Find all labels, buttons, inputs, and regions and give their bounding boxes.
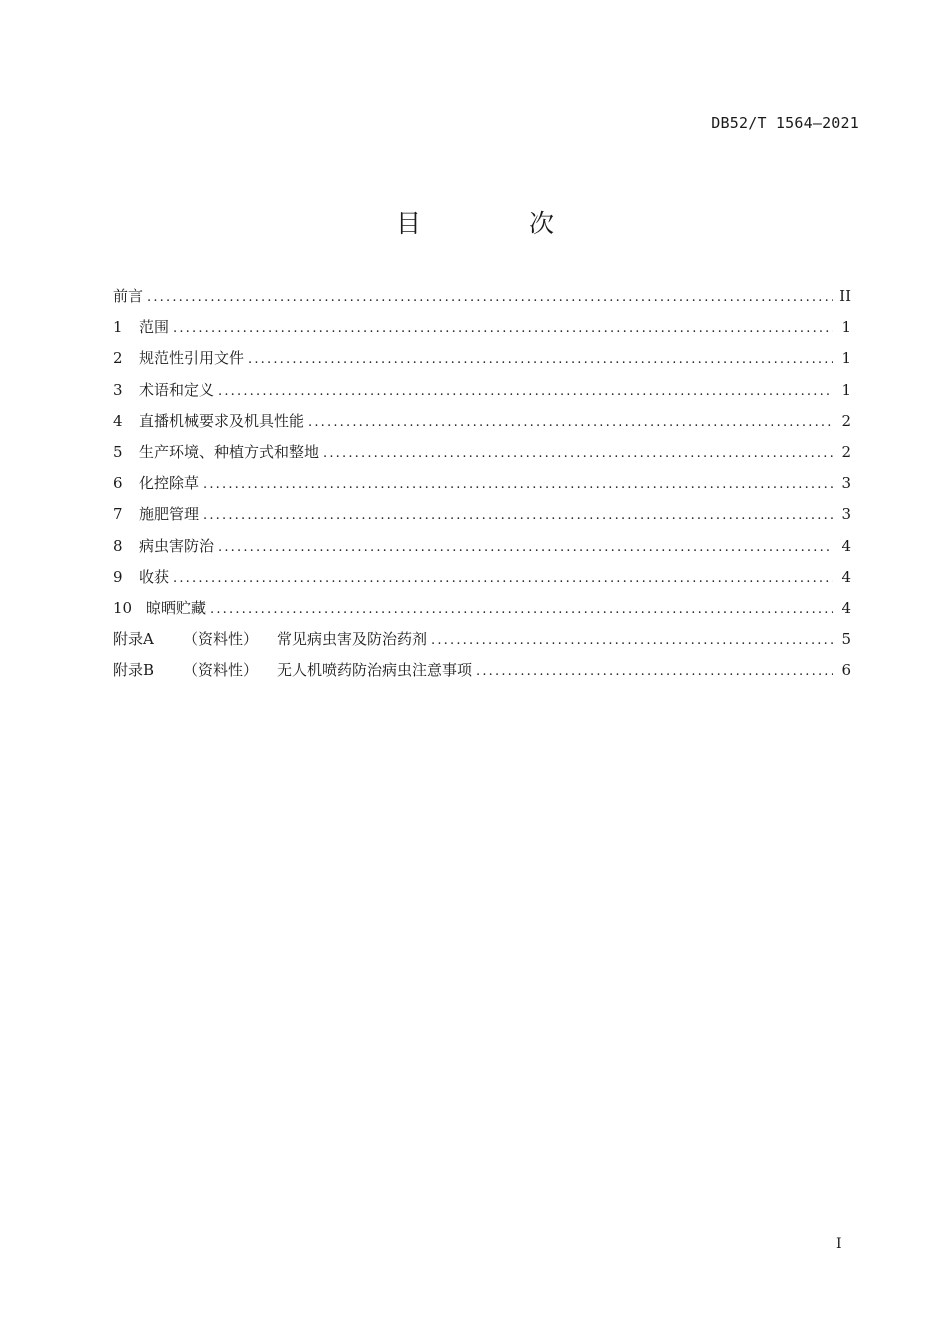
toc-leader-dots [147, 290, 833, 305]
toc-leader-dots [476, 664, 833, 679]
toc-entry-7[interactable] [113, 503, 851, 534]
toc-title: 目 次 [396, 209, 604, 238]
toc-leader-dots [248, 352, 833, 367]
toc-entry-label: 范围 [139, 318, 170, 337]
toc-appendix-nature: （资料性） [183, 661, 259, 680]
toc-entry-label: 直播机械要求及机具性能 [139, 411, 305, 430]
toc-entry-9[interactable] [113, 566, 851, 597]
toc-entry-label: 施肥管理 [139, 505, 200, 524]
toc-entry-number: 8 [113, 536, 123, 555]
document-code: DB52/T 1564—2021 [711, 114, 859, 132]
toc-entry-number: 1 [113, 318, 123, 337]
toc-entry-label: 收获 [139, 567, 170, 586]
toc-entry-appendix-a[interactable] [113, 628, 851, 659]
toc-entry-page: 2 [841, 442, 851, 461]
toc-leader-dots [218, 540, 833, 555]
toc-leader-dots [173, 571, 833, 586]
toc-entry-number: 4 [113, 411, 123, 430]
toc-leader-dots [218, 384, 833, 399]
toc-entry-page: 2 [841, 411, 851, 430]
toc-entry-10[interactable] [113, 597, 851, 628]
toc-entry-page: 3 [841, 474, 851, 493]
toc-leader-dots [323, 446, 833, 461]
toc-appendix-id: 附录A [113, 630, 154, 649]
toc-entry-label: 前言 [113, 287, 144, 305]
toc-entry-3[interactable] [113, 379, 851, 410]
table-of-contents [113, 285, 851, 690]
toc-leader-dots [210, 602, 833, 617]
toc-entry-number: 10 [113, 598, 133, 617]
toc-entry-6[interactable] [113, 472, 851, 503]
toc-entry-number: 9 [113, 567, 123, 586]
toc-entry-1[interactable] [113, 316, 851, 347]
toc-leader-dots [203, 508, 833, 523]
toc-entry-page: 4 [841, 567, 851, 586]
page-number: I [836, 1236, 842, 1252]
toc-entry-number: 3 [113, 380, 123, 399]
toc-entry-number: 6 [113, 474, 123, 493]
toc-leader-dots [173, 321, 833, 336]
toc-leader-dots [203, 477, 833, 492]
toc-entry-page: 1 [841, 380, 851, 399]
toc-entry-8[interactable] [113, 535, 851, 566]
toc-entry-2[interactable] [113, 347, 851, 378]
toc-entry-page: 1 [841, 349, 851, 368]
toc-entry-number: 2 [113, 349, 123, 368]
toc-entry-page: 3 [841, 505, 851, 524]
toc-entry-page: II [839, 287, 851, 305]
toc-entry-page: 5 [841, 630, 851, 649]
toc-entry-label: 常见病虫害及防治药剂 [277, 630, 428, 649]
toc-entry-label: 规范性引用文件 [139, 349, 245, 368]
toc-entry-page: 4 [841, 598, 851, 617]
toc-entry-foreword[interactable] [113, 285, 851, 316]
toc-entry-label: 病虫害防治 [139, 536, 215, 555]
toc-entry-label: 晾晒贮藏 [146, 598, 207, 617]
toc-entry-5[interactable] [113, 441, 851, 472]
toc-entry-number: 5 [113, 442, 123, 461]
toc-entry-number: 7 [113, 505, 123, 524]
toc-entry-label: 化控除草 [139, 474, 200, 493]
toc-entry-label: 无人机喷药防治病虫注意事项 [277, 661, 473, 680]
toc-entry-page: 6 [841, 661, 851, 680]
toc-entry-page: 1 [841, 318, 851, 337]
toc-leader-dots [431, 633, 833, 648]
toc-entry-label: 术语和定义 [139, 380, 215, 399]
toc-entry-page: 4 [841, 536, 851, 555]
toc-entry-appendix-b[interactable] [113, 659, 851, 690]
toc-appendix-nature: （资料性） [183, 630, 259, 649]
toc-entry-4[interactable] [113, 410, 851, 441]
toc-appendix-id: 附录B [113, 661, 155, 680]
toc-entry-label: 生产环境、种植方式和整地 [139, 442, 320, 461]
toc-leader-dots [308, 415, 833, 430]
